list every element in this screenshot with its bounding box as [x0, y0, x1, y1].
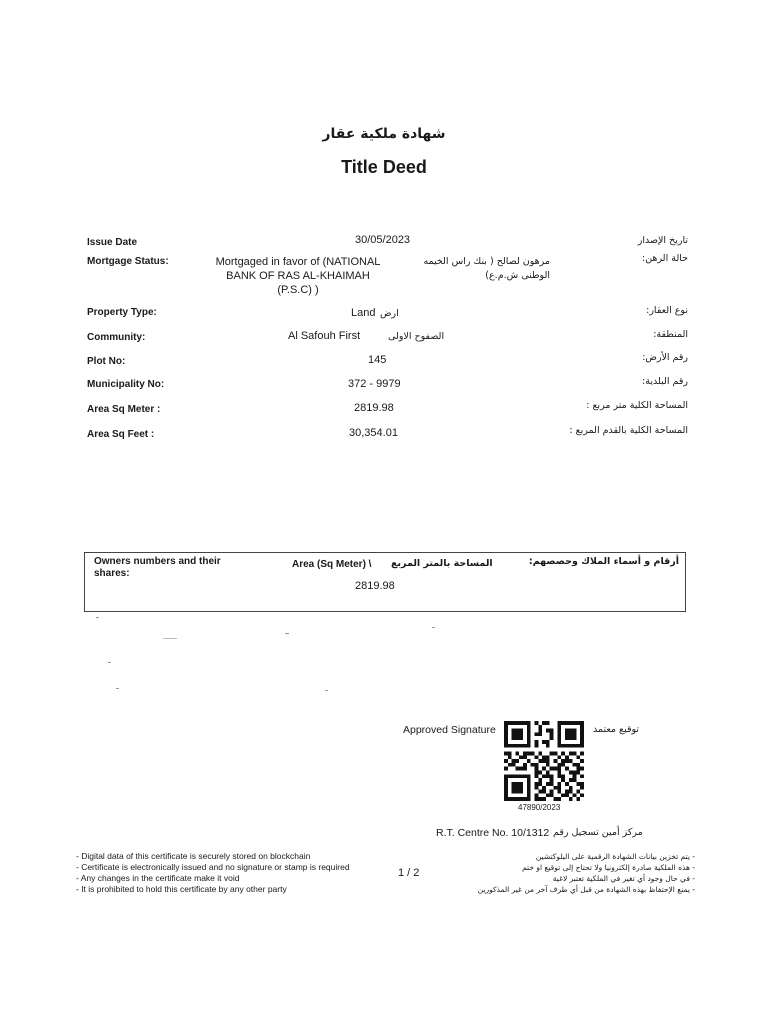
community-label: Community: [87, 332, 146, 343]
footer-note: - Certificate is electronically issued and no signature or stamp is required [76, 862, 350, 872]
area-sqm-value: 2819.98 [354, 402, 394, 414]
community-value-ar: الصفوح الاولى [388, 331, 445, 342]
plot-no-value: 145 [368, 354, 387, 366]
owners-area-header: Area (Sq Meter) \ [292, 559, 372, 570]
qr-code-icon [504, 721, 584, 801]
area-sqft-label: Area Sq Feet : [87, 429, 155, 440]
municipality-no-label: Municipality No: [87, 379, 165, 390]
scan-speck [285, 633, 289, 634]
title-english: Title Deed [341, 157, 427, 177]
area-sqft-value: 30,354.01 [349, 427, 398, 439]
page-number: 1 / 2 [398, 867, 420, 879]
footer-note-ar: - في حال وجود أي تغير في الملكية تعتبر لاغية [552, 874, 695, 883]
scan-speck [116, 688, 119, 689]
approved-signature-label-ar: توقيع معتمد [593, 724, 640, 735]
owners-area-header-ar: المساحة بالمتر المربع [391, 558, 493, 569]
area-sqm-label-ar: المساحة الكلية متر مربع : [586, 400, 688, 411]
owners-label-ar: أرقام و أسماء الملاك وحصصهم: [528, 556, 679, 567]
community-label-ar: المنطقة: [653, 329, 688, 340]
issue-date-label-ar: تاريخ الإصدار [637, 235, 688, 246]
mortgage-status-label: Mortgage Status: [87, 256, 169, 267]
issue-date-label: Issue Date [87, 237, 138, 248]
area-sqft-label-ar: المساحة الكلية بالقدم المربع : [569, 425, 688, 436]
scan-speck [108, 662, 111, 663]
owners-area-value: 2819.98 [355, 580, 395, 592]
plot-no-label-ar: رقم الأرض: [642, 352, 688, 363]
property-type-label-ar: نوع العقار: [646, 305, 688, 316]
approved-signature-label: Approved Signature [403, 724, 496, 736]
plot-no-label: Plot No: [87, 356, 126, 367]
footer-notes-ar [478, 851, 695, 895]
mortgage-status-value: Mortgaged in favor of (NATIONAL BANK OF RAS AL-KHAIMAH (P.S.C) ) [215, 256, 381, 296]
footer-note: - It is prohibited to hold this certificate by any other party [76, 884, 287, 894]
scan-speck [325, 690, 328, 691]
footer-note-ar: - يمنع الإحتفاظ بهذه الشهادة من قبل أي طرف آخر من غير المذكورين [477, 885, 695, 894]
footer-note-ar: - يتم تخزين بيانات الشهادة الرقمية على البلوكتشين [535, 852, 695, 861]
property-type-value-ar: ارض [380, 308, 399, 319]
owners-label: Owners numbers and their shares: [94, 556, 221, 579]
scan-speck [96, 617, 99, 618]
issue-date-value: 30/05/2023 [355, 234, 411, 246]
title-arabic: شهادة ملكية عقار [322, 126, 446, 142]
footer-notes-en [76, 851, 350, 895]
municipality-no-value: 372 - 9979 [348, 378, 401, 390]
footer-note: - Digital data of this certificate is securely stored on blockchain [76, 851, 311, 861]
rt-centre-label: R.T. Centre No. 10/1312 [436, 827, 550, 839]
community-value: Al Safouh First [288, 330, 361, 342]
rt-centre-label-ar: مركز أمين تسجيل رقم [553, 827, 643, 838]
mortgage-status-label-ar: حالة الرهن: [642, 253, 688, 264]
property-type-value: Land [351, 307, 376, 319]
scan-speck [432, 627, 435, 628]
footer-note-ar: - هذه الملكية صادرة إلكترونيا ولا تحتاج إلى توقيع او ختم [522, 863, 695, 872]
footer-note: - Any changes in the certificate make it void [76, 873, 240, 883]
qr-code-number: 47890/2023 [518, 803, 561, 812]
scan-speck [163, 638, 177, 639]
owners-table [84, 552, 686, 612]
mortgage-status-value-ar: مرهون لصالح ( بنك راس الخيمه الوطنى ش.م.ع) [423, 256, 550, 281]
municipality-no-label-ar: رقم البلدية: [642, 376, 688, 387]
property-type-label: Property Type: [87, 307, 157, 318]
area-sqm-label: Area Sq Meter : [87, 404, 161, 415]
